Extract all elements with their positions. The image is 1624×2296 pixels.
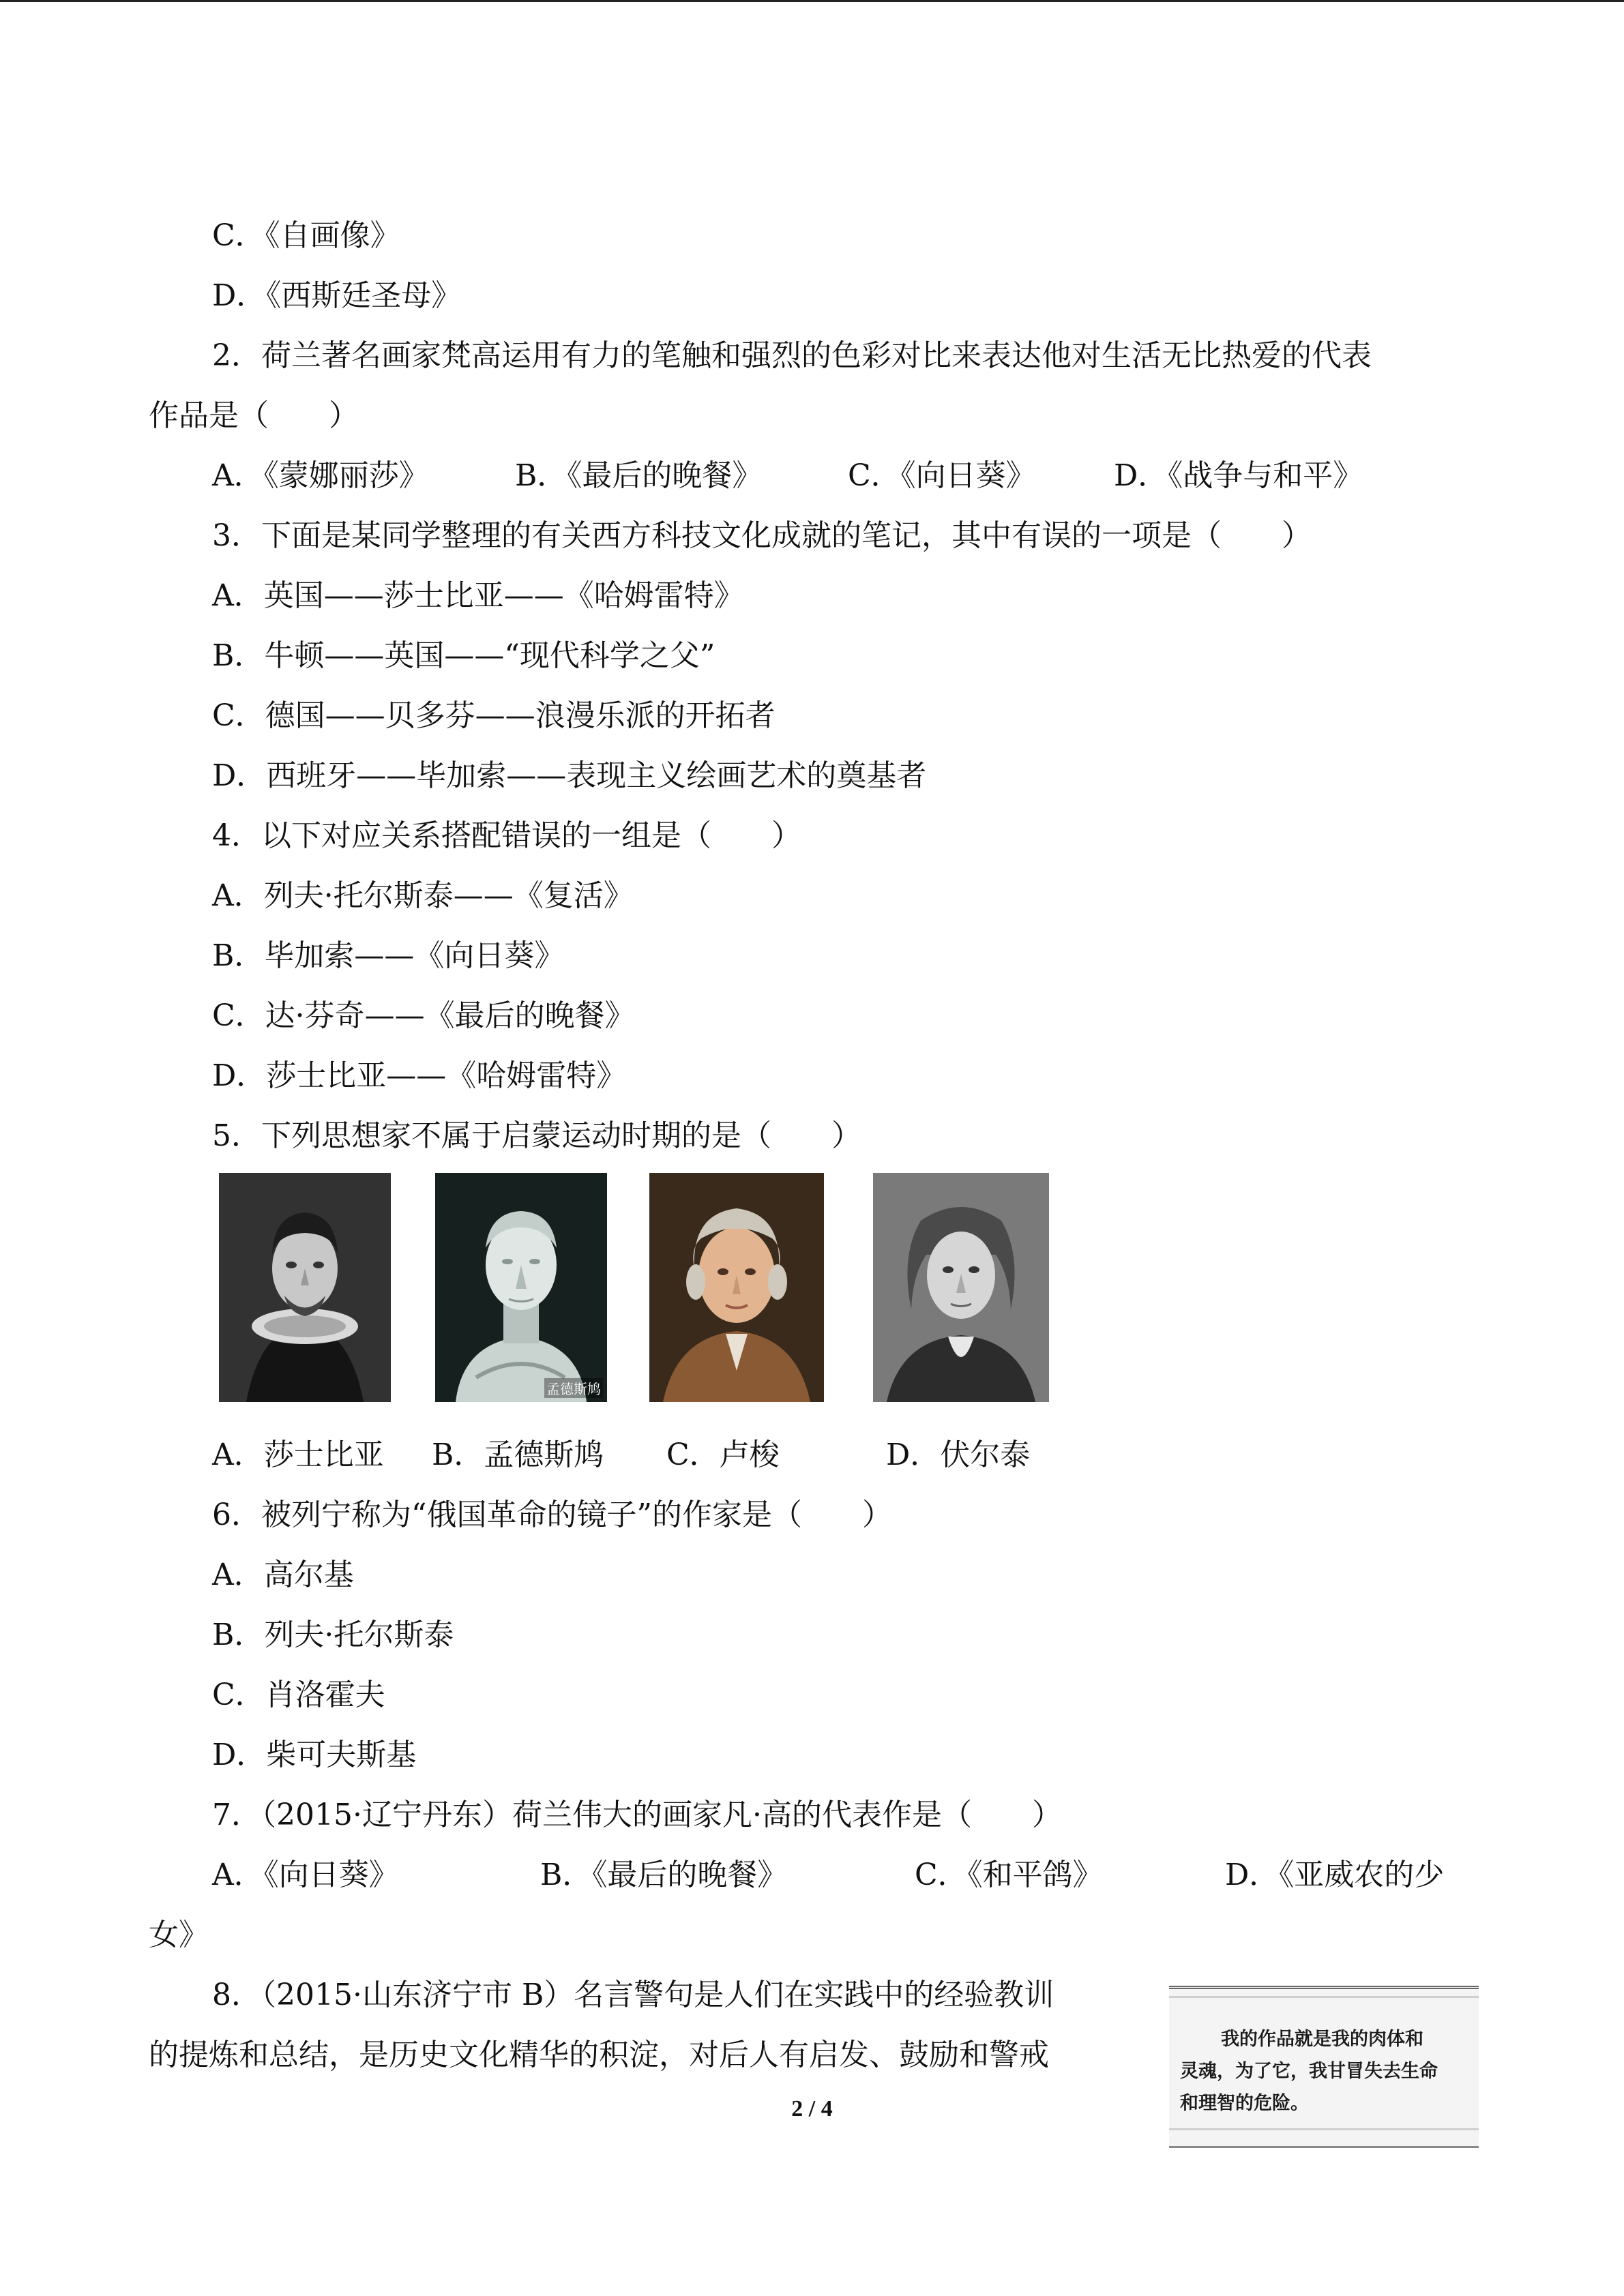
q2-option-b: B．《最后的晚餐》 — [515, 458, 763, 493]
q5-option-d: D．伏尔泰 — [886, 1437, 1031, 1472]
portrait-montesquieu-bust — [435, 1173, 607, 1402]
q7-option-b: B．《最后的晚餐》 — [540, 1858, 788, 1892]
q7-option-a: A．《向日葵》 — [212, 1858, 399, 1892]
q7-option-d-wrap: 女》 — [149, 1918, 209, 1952]
q2-stem-continued: 作品是（ ） — [149, 398, 359, 433]
q4-option-b: B．毕加索——《向日葵》 — [212, 938, 565, 973]
portrait-rousseau — [649, 1173, 824, 1402]
q4-option-a: A．列夫·托尔斯泰——《复活》 — [212, 878, 634, 913]
bust-caption-label: 孟德斯鸠 — [544, 1378, 603, 1398]
q3-stem: 3．下面是某同学整理的有关西方科技文化成就的笔记，其中有误的一项是（ ） — [212, 518, 1312, 553]
q5-option-c: C．卢梭 — [666, 1437, 780, 1472]
portrait-shakespeare — [219, 1173, 391, 1402]
quote-stripe — [1169, 2128, 1479, 2130]
q7-option-c: C．《和平鸽》 — [915, 1858, 1103, 1892]
quote-line: 和理智的危险。 — [1180, 2093, 1309, 2114]
quote-line: 我的作品就是我的肉体和 — [1221, 2029, 1423, 2050]
q5-option-a: A．莎士比亚 — [212, 1437, 384, 1472]
q2-option-a: A．《蒙娜丽莎》 — [212, 458, 429, 493]
q4-option-d: D．莎士比亚——《哈姆雷特》 — [212, 1058, 627, 1093]
q6-option-b: B．列夫·托尔斯泰 — [212, 1617, 454, 1652]
page-number: 2 / 4 — [791, 2096, 833, 2121]
q6-option-c: C．肖洛霍夫 — [212, 1678, 385, 1712]
q7-option-d: D．《亚威农的少 — [1225, 1858, 1445, 1892]
q2-stem: 2．荷兰著名画家梵高运用有力的笔触和强烈的色彩对比来表达他对生活无比热爱的代表 — [212, 338, 1372, 373]
q6-stem: 6．被列宁称为“俄国革命的镜子”的作家是（ ） — [212, 1497, 892, 1532]
q1-option-d: D．《西斯廷圣母》 — [212, 278, 462, 313]
top-border-line — [0, 0, 1624, 2]
q3-option-a: A．英国——莎士比亚——《哈姆雷特》 — [212, 578, 744, 613]
q2-option-d: D．《战争与和平》 — [1114, 458, 1363, 493]
q8-quote-image — [1169, 1986, 1479, 2148]
q6-option-d: D．柴可夫斯基 — [212, 1738, 417, 1772]
q7-stem: 7．（2015·辽宁丹东）荷兰伟大的画家凡·高的代表作是（ ） — [212, 1798, 1062, 1832]
q1-option-c: C．《自画像》 — [212, 218, 400, 253]
q6-option-a: A．高尔基 — [212, 1557, 354, 1592]
q3-option-b: B．牛顿——英国——“现代科学之父” — [212, 638, 715, 673]
portrait-voltaire — [873, 1173, 1049, 1402]
q3-option-d: D．西班牙——毕加索——表现主义绘画艺术的奠基者 — [212, 758, 927, 793]
quote-line: 灵魂，为了它，我甘冒失去生命 — [1180, 2061, 1438, 2082]
q8-stem: 8．（2015·山东济宁市 B）名言警句是人们在实践中的经验教训 — [212, 1978, 1054, 2012]
q8-stem-continued: 的提炼和总结，是历史文化精华的积淀，对后人有启发、鼓励和警戒 — [149, 2038, 1049, 2072]
q4-stem: 4．以下对应关系搭配错误的一组是（ ） — [212, 818, 801, 853]
q4-option-c: C．达·芬奇——《最后的晚餐》 — [212, 998, 635, 1033]
q2-option-c: C．《向日葵》 — [848, 458, 1036, 493]
q5-stem: 5．下列思想家不属于启蒙运动时期的是（ ） — [212, 1118, 861, 1153]
q5-option-b: B．孟德斯鸠 — [432, 1437, 604, 1472]
q3-option-c: C．德国——贝多芬——浪漫乐派的开拓者 — [212, 698, 776, 733]
quote-stripe — [1169, 1996, 1479, 1998]
